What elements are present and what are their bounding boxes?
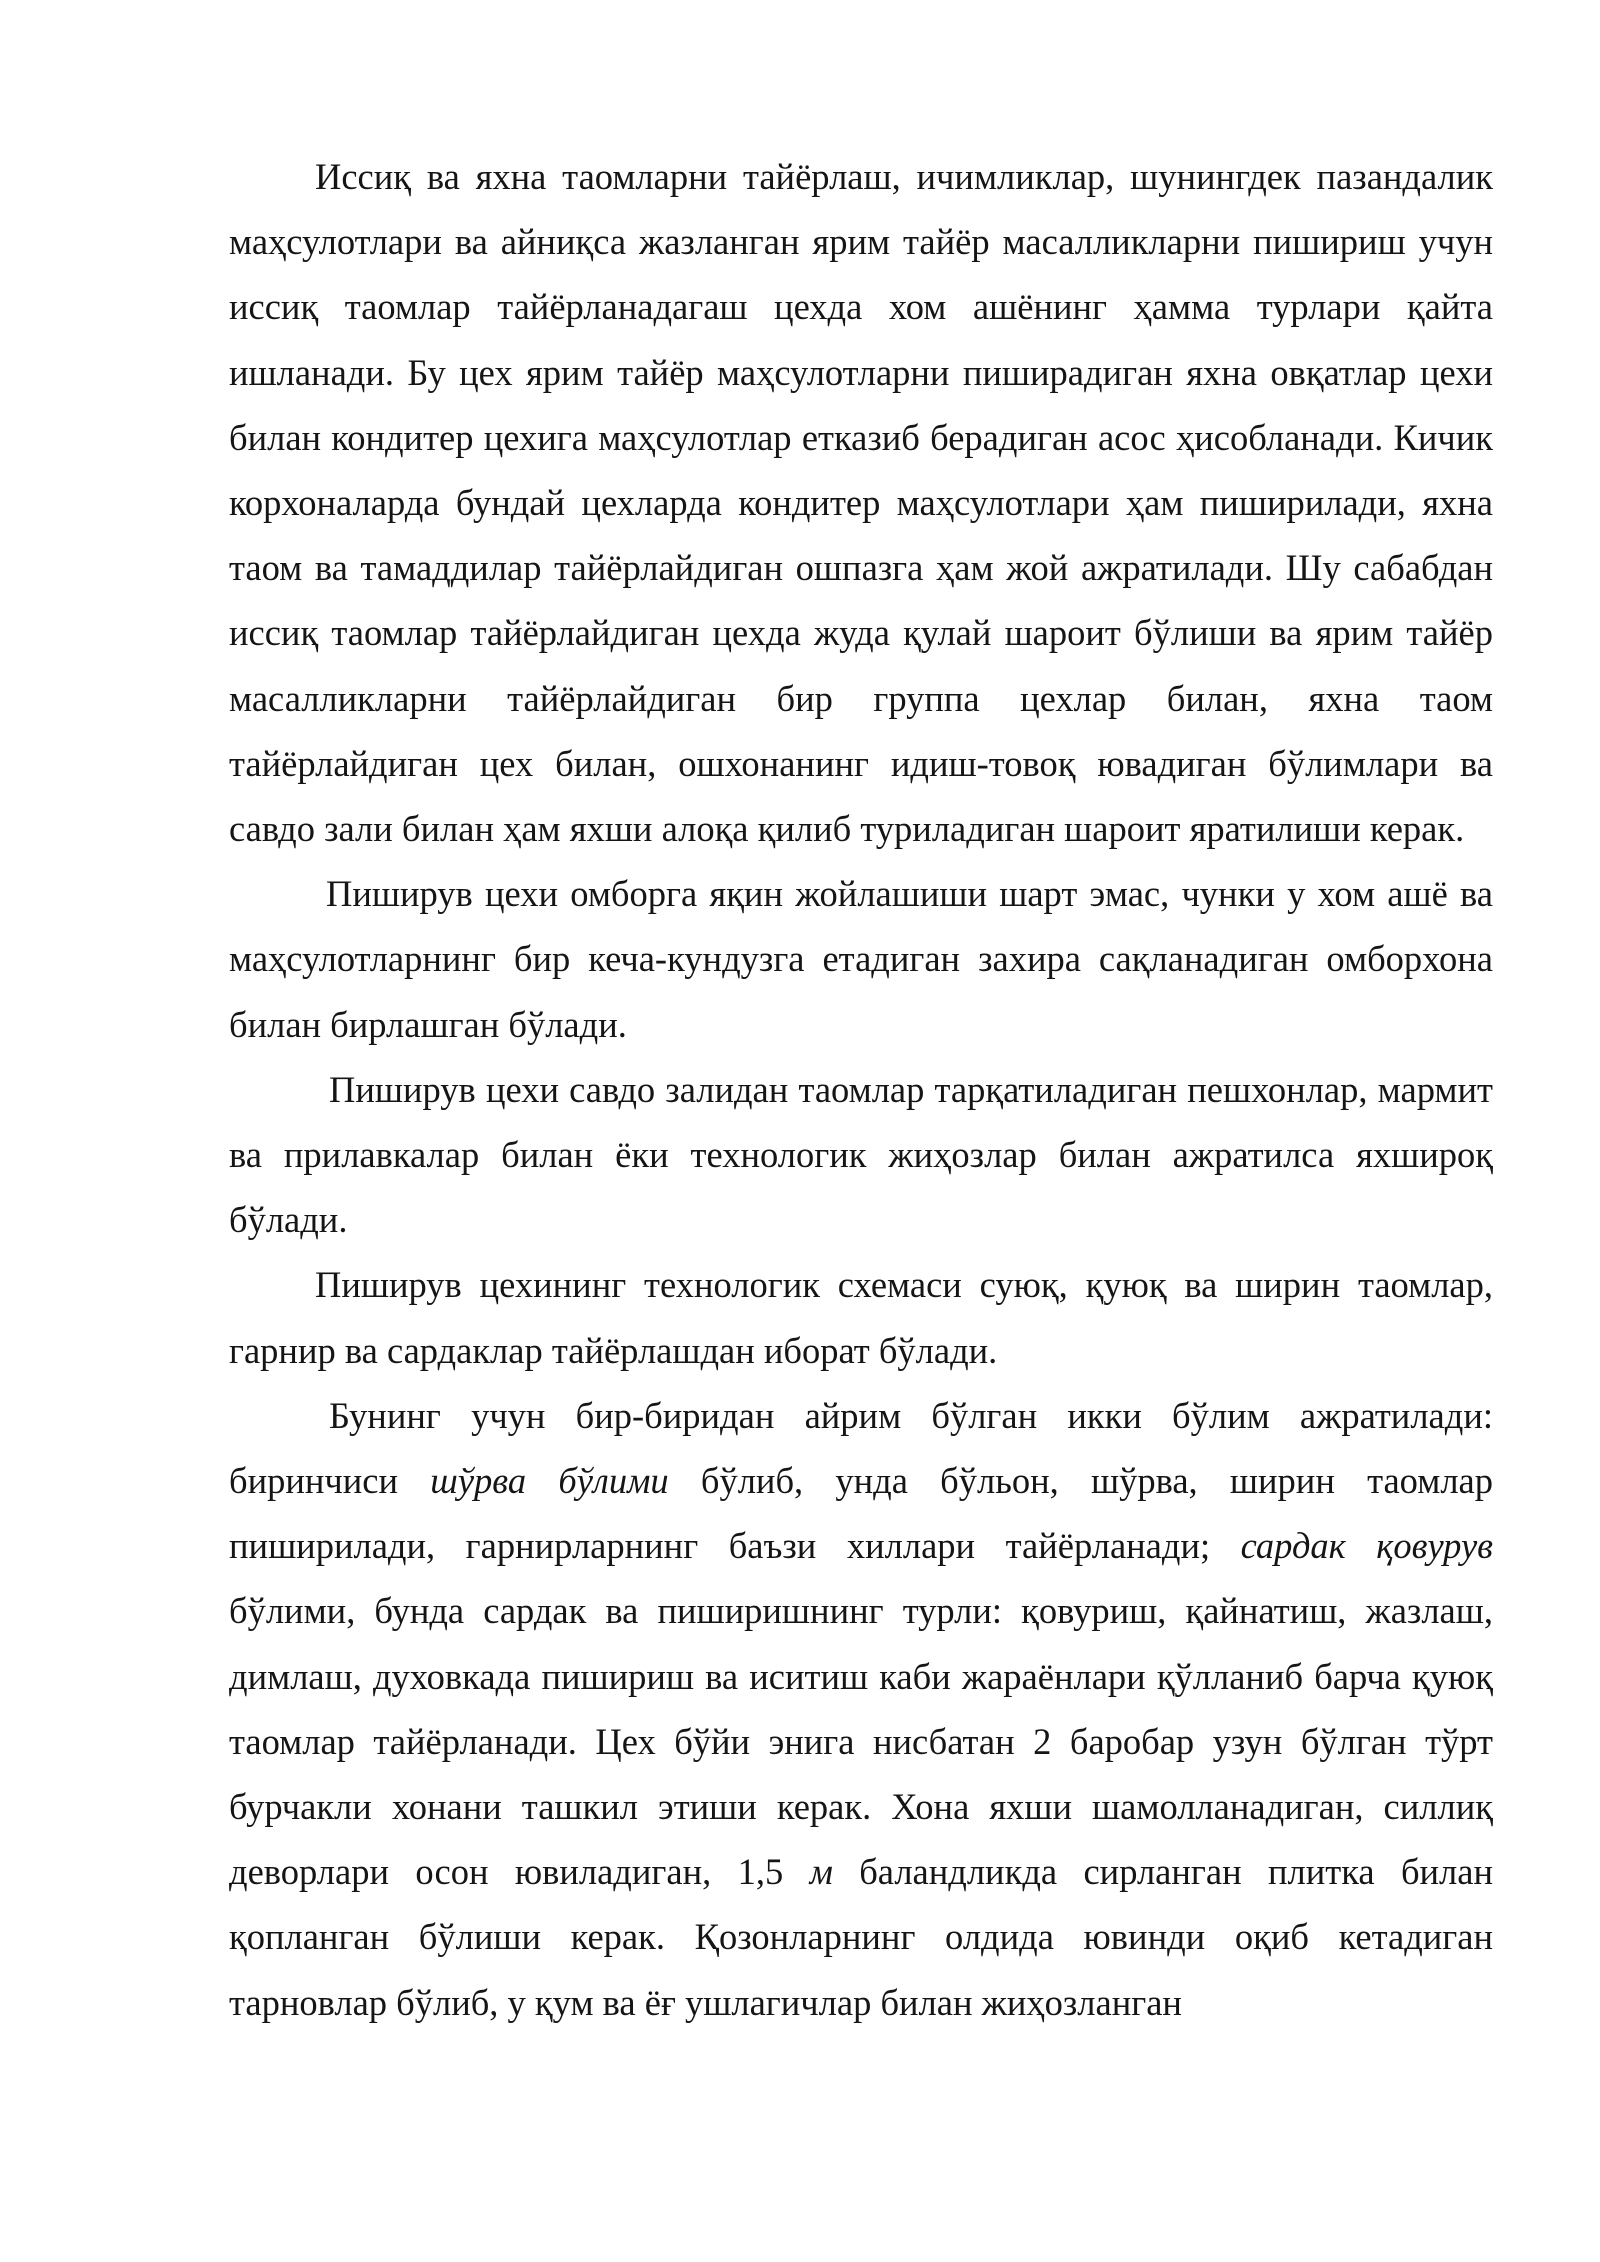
paragraph-text-segment: баландликда сирланган плитка билан қопланган бўлиши керак. Қозонларнинг олдида ювинди оқиб кетадиган тарновлар бўлиб, у қум ва ёғ ушлагичлар билан жиҳозланган [229,1851,1494,2023]
paragraph-dining-separation: Пиширув цехи савдо залидан таомлар тарқатиладиган пешхонлар, мармит ва прилавкалар билан ёки технологик жиҳозлар билан ажратилса яхшироқ бўлади. [229,1068,1493,1241]
unit-meter: м [809,1851,833,1893]
paragraph-hot-shop-intro: Иссиқ ва яхна таомларни тайёрлаш, ичимликлар, шунингдек пазандалик маҳсулотлари ва айниқса жазланган ярим тайёр масалликларни пишириш учун иссиқ таомлар тайёрланадагаш цехда хом ашёнинг ҳамма турлари қайта ишланади. Бу цех ярим тайёр маҳсулотларни пиширадиган яхна овқатлар цехи билан кондитер цехига маҳсулотлар етказиб берадиган асос ҳисобланади. Кичик корхоналарда бундай цехларда кондитер маҳсулотлари ҳам пиширилади, яхна таом ва тамаддилар тайёрлайдиган ошпазга ҳам жой ажратилади. Шу сабабдан иссиқ таомлар тайёрлайдиган цехда жуда қулай шароит бўлиши ва ярим тайёр масалликларни тайёрлайдиган бир группа цехлар билан, яхна таом тайёрлайдиган цех билан, ошхонанинг идиш-товоқ ювадиган бўлимлари ва савдо зали билан ҳам яхши алоқа қилиб туриладиган шароит яратилиши керак. [229,156,1493,850]
paragraph-text-segment: Бунинг учун бир-биридан айрим бўлган икки бўлим ажратилади: биринчиси [229,1394,1493,1502]
paragraph-text-segment: бўлиб, унда бўльон, шўрва, ширин таомлар пиширилади, гарнирларнинг баъзи хиллари тайёрланади; [229,1460,1493,1567]
soup-section-term: шўрва бўлими [430,1460,669,1502]
paragraph-two-sections [229,1383,1493,2035]
frying-section-term: сардак қовурув [1240,1525,1493,1567]
paragraph-warehouse-location: Пиширув цехи омборга яқин жойлашиши шарт эмас, чунки у хом ашё ва маҳсулотларнинг бир кеча-кундузга етадиган захира сақланадиган омборхона билан бирлашган бўлади. [229,873,1493,1045]
paragraph-text-segment: бўлими, бунда сардак ва пиширишнинг турли: қовуриш, қайнатиш, жазлаш, димлаш, духовкада пишириш ва иситиш каби жараёнлари қўлланиб барча қуюқ таомлар тайёрланади. Цех бўйи энига нисбатан 2 баробар узун бўлган тўрт бурчакли хонани ташкил этиши керак. Хона яхши шамолланадиган, силлиқ деворлари осон ювиладиган, 1,5 [229,1590,1493,1893]
document-page [229,144,1493,2035]
paragraph-technological-scheme: Пиширув цехининг технологик схемаси суюқ, қуюқ ва ширин таомлар, гарнир ва сардаклар тайёрлашдан иборат бўлади. [229,1264,1493,1371]
